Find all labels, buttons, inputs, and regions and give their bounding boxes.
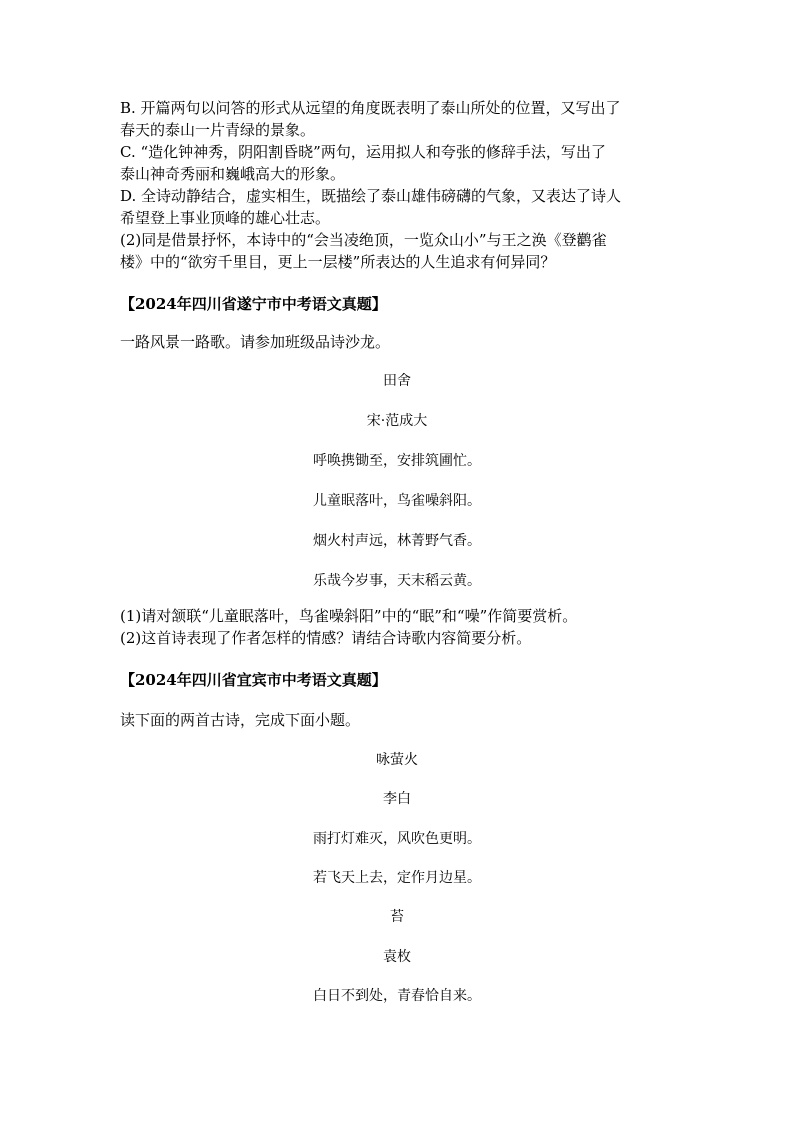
option-d-line-1: D. 全诗动静结合，虚实相生，既描绘了泰山雄伟磅礴的气象，又表达了诗人: [120, 187, 622, 205]
question-line: (1)请对颔联“儿童眠落叶，鸟雀噪斜阳”中的“眠”和“噪”作简要赏析。: [120, 607, 578, 625]
poem-line: 若飞天上去，定作月边星。: [313, 870, 481, 886]
section-heading-yibin: 【2024年四川省宜宾市中考语文真题】: [120, 671, 387, 689]
section-intro-suining: 一路风景一路歌。请参加班级品诗沙龙。: [120, 333, 391, 351]
option-d-line-2: 希望登上事业顶峰的雄心壮志。: [120, 209, 331, 227]
section-heading-suining: 【2024年四川省遂宁市中考语文真题】: [120, 295, 387, 313]
poem-author: 袁枚: [383, 949, 411, 965]
poem-line: 乐哉今岁事，天末稻云黄。: [313, 573, 481, 589]
poem-title: 苔: [390, 909, 404, 925]
question-line: (2)这首诗表现了作者怎样的情感？请结合诗歌内容简要分析。: [120, 629, 532, 647]
option-c-line-1: C. “造化钟神秀，阴阳割昏晓”两句，运用拟人和夸张的修辞手法，写出了: [120, 143, 606, 161]
poem-title: 咏萤火: [376, 752, 418, 768]
poem-author: 李白: [383, 791, 411, 807]
poem-line: 烟火村声远，林菁野气香。: [313, 533, 481, 549]
poem-line: 雨打灯难灭，风吹色更明。: [313, 831, 481, 847]
poem-line: 呼唤携锄至，安排筑圃忙。: [313, 453, 481, 469]
option-c-line-2: 泰山神奇秀丽和巍峨高大的形象。: [120, 165, 346, 183]
poem-title: 田舍: [383, 373, 411, 389]
poem-line: 儿童眠落叶，鸟雀噪斜阳。: [313, 493, 481, 509]
option-b-line-1: B. 开篇两句以问答的形式从远望的角度既表明了泰山所处的位置，又写出了: [120, 99, 621, 117]
poem-author: 宋·范成大: [366, 413, 428, 429]
poem-line: 白日不到处，青春恰自来。: [313, 988, 481, 1004]
question-2-line-2: 楼》中的“欲穷千里目，更上一层楼”所表达的人生追求有何异同？: [120, 253, 556, 271]
option-b-line-2: 春天的泰山一片青绿的景象。: [120, 121, 316, 139]
section-intro-yibin: 读下面的两首古诗，完成下面小题。: [120, 711, 361, 729]
question-2-line-1: (2)同是借景抒怀，本诗中的“会当凌绝顶，一览众山小”与王之涣《登鹳雀: [120, 231, 607, 249]
